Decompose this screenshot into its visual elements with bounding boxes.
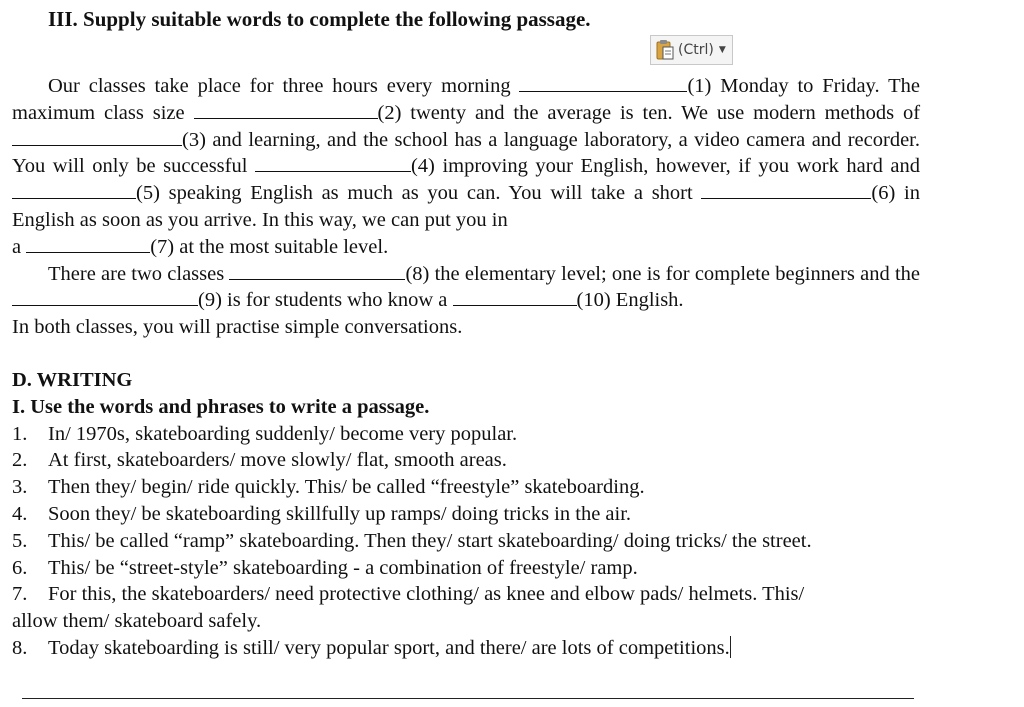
list-item: 8. Today skateboarding is still/ very popular sport, and there/ are lots of competitions. (12, 636, 730, 659)
blank-1[interactable] (519, 74, 687, 92)
writing-item-list (12, 421, 920, 662)
section-d-subtitle: I. Use the words and phrases to write a passage. (12, 395, 430, 418)
blank-6[interactable] (701, 181, 871, 199)
blank-3[interactable] (12, 128, 182, 146)
blank-7[interactable] (26, 235, 150, 253)
paste-options-button[interactable] (650, 35, 733, 65)
text-cursor (730, 636, 731, 658)
passage-paragraph-2-last-line: In both classes, you will practise simple conversations. (12, 316, 463, 339)
list-item: 7. For this, the skateboarders/ need protective clothing/ as knee and elbow pads/ helmets. This/ allow them/ skateboard safely. (12, 583, 805, 633)
answer-line[interactable] (22, 698, 914, 699)
document-page (12, 6, 920, 662)
paste-options-label: (Ctrl) (678, 42, 714, 58)
list-item: 5. This/ be called “ramp” skateboarding. Then they/ start skateboarding/ doing tricks/ the street. (12, 529, 812, 552)
section-d-title: D. WRITING (12, 368, 133, 391)
blank-4[interactable] (255, 154, 411, 172)
list-item: 4. Soon they/ be skateboarding skillfully up ramps/ doing tricks in the air. (12, 502, 632, 525)
blank-2[interactable] (194, 101, 378, 119)
chevron-down-icon: ▼ (718, 45, 726, 55)
passage-paragraph-2: There are two classes (8) the elementary level; one is for complete beginners and the (9) is for students who know a (10) English. (12, 261, 920, 315)
passage-paragraph-1: Our classes take place for three hours every morning (1) Monday to Friday. The maximum class size (2) twenty and the average is ten. We use modern methods of (3) and learning, and the school has a language laboratory, a video camera and recorder. You will only be successful (4) improving your English, however, if you work hard and (5) speaking English as much as you can. You will take a short (6) in English as soon as you arrive. In this way, we can put you in (12, 75, 921, 231)
list-item: 1. In/ 1970s, skateboarding suddenly/ become very popular. (12, 422, 518, 445)
clipboard-icon (655, 39, 675, 61)
blank-10[interactable] (453, 288, 577, 306)
section-iii-title: III. Supply suitable words to complete the following passage. (48, 7, 591, 31)
passage-paragraph-1-last-line: a (7) at the most suitable level. (12, 235, 389, 258)
list-item: 3. Then they/ begin/ ride quickly. This/ be called “freestyle” skateboarding. (12, 476, 645, 499)
list-item: 2. At first, skateboarders/ move slowly/ flat, smooth areas. (12, 449, 507, 472)
blank-8[interactable] (229, 262, 405, 280)
blank-5[interactable] (12, 181, 136, 199)
paste-options-row (12, 33, 920, 73)
list-item: 6. This/ be “street-style” skateboarding - a combination of freestyle/ ramp. (12, 556, 638, 579)
blank-9[interactable] (12, 288, 198, 306)
